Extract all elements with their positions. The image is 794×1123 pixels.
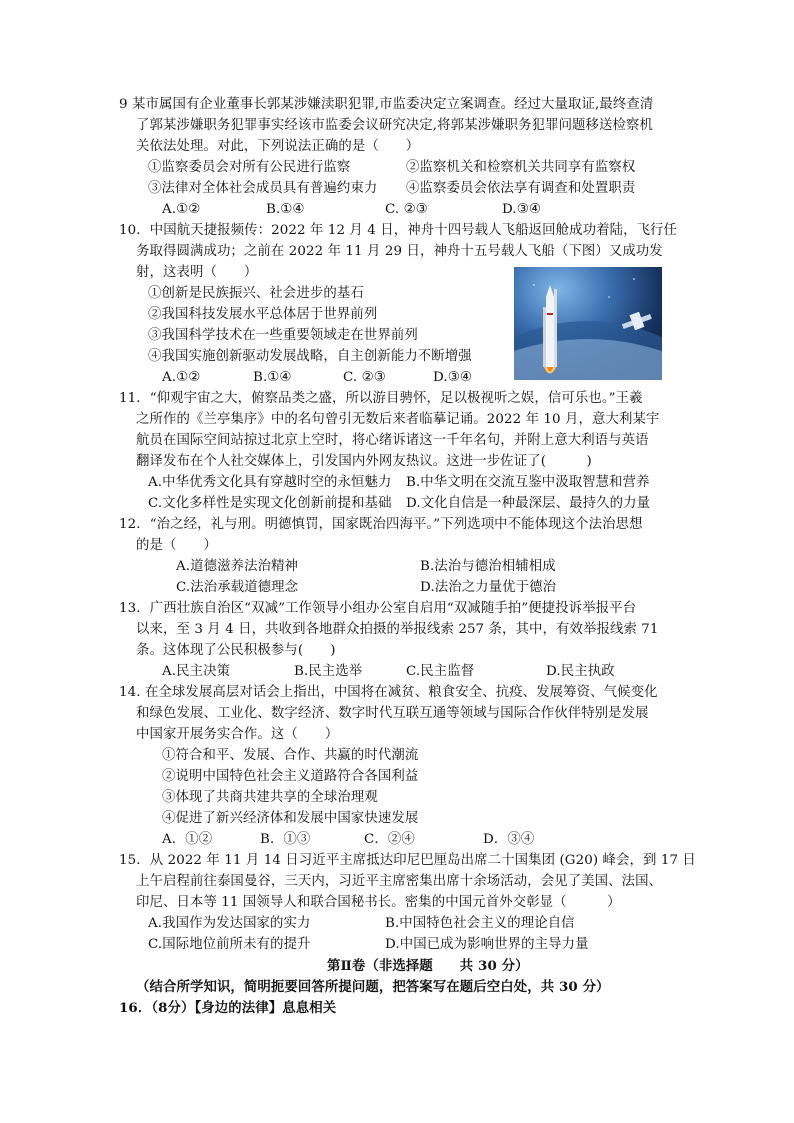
q9-line2: 了郭某涉嫌职务犯罪事实经该市监委会议研究决定,将郭某涉嫌职务犯罪问题移送检察机 bbox=[136, 118, 653, 133]
q10-statement-4: ④我国实施创新驱动发展战略，自主创新能力不断增强 bbox=[148, 349, 472, 364]
q13-option-b: B.民主选举 bbox=[294, 664, 363, 679]
q14-option-d: D．③④ bbox=[483, 832, 535, 847]
q9-statement-2: ②监察机关和检察机关共同享有监察权 bbox=[406, 160, 636, 175]
q15-option-d: D.中国已成为影响世界的主导力量 bbox=[385, 937, 589, 952]
q11-option-a: A.中华优秀文化具有穿越时空的永恒魅力 bbox=[148, 475, 392, 490]
q10-option-a: A.①② bbox=[162, 370, 201, 385]
q10-option-d: D.③④ bbox=[433, 370, 472, 385]
q14-option-c: C．②④ bbox=[364, 832, 415, 847]
q10-statement-3: ③我国科学技术在一些重要领域走在世界前列 bbox=[148, 328, 418, 343]
q11-option-d: D.文化自信是一种最深层、最持久的力量 bbox=[406, 496, 651, 511]
q15-line3: 印尼、日本等 11 国领导人和联合国秘书长。密集的中国元首外交彰显（ ） bbox=[136, 895, 621, 910]
q12-option-d: D.法治之力量优于德治 bbox=[420, 580, 557, 595]
q14-option-a: A．①② bbox=[162, 832, 213, 847]
q10-option-c: C. ②③ bbox=[343, 370, 386, 385]
q9-option-d: D.③④ bbox=[502, 202, 541, 217]
q11-line2: 之所作的《兰亭集序》中的名句曾引无数后来者临摹记诵。2022 年 10 月，意大利某宇 bbox=[136, 412, 660, 427]
q15-option-c: C.国际地位前所未有的提升 bbox=[148, 937, 311, 952]
q16-line1: 16．（8分）【身边的法律】息息相关 bbox=[119, 1000, 337, 1016]
q14-statement-3: ③体现了共商共建共享的全球治理观 bbox=[162, 790, 378, 805]
q10-line2: 务取得圆满成功；之前在 2022 年 11 月 29 日，神舟十五号载人飞船（下图）又成功发 bbox=[136, 244, 663, 259]
q15-line1: 15．从 2022 年 11 月 14 日习近平主席抵达印尼巴厘岛出席二十国集团 (G20) 峰会，到 17 日 bbox=[119, 853, 696, 868]
section-2-title: 第Ⅱ卷（非选择题 共 30 分） bbox=[327, 958, 529, 974]
q11-line3: 航员在国际空间站掠过北京上空时，将心绪诉诸这一千年名句，并附上意大利语与英语 bbox=[136, 433, 649, 448]
q9-option-b: B.①④ bbox=[266, 202, 305, 217]
q12-option-b: B.法治与德治相辅相成 bbox=[420, 559, 556, 574]
q11-line1: 11．“仰观宇宙之大，俯察品类之盛，所以游目骋怀，足以极视听之娱，信可乐也。”王羲 bbox=[119, 391, 643, 406]
section-2-instruction: （结合所学知识，简明扼要回答所提问题，把答案写在题后空白处，共 30 分） bbox=[136, 979, 610, 995]
q14-statement-4: ④促进了新兴经济体和发展中国家快速发展 bbox=[162, 811, 419, 826]
q13-line1: 13．广西壮族自治区“双减”工作领导小组办公室自启用“双减随手拍”便捷投诉举报平台 bbox=[119, 601, 637, 616]
rocket-launch-photo bbox=[514, 267, 662, 380]
q13-option-a: A.民主决策 bbox=[162, 664, 231, 679]
q12-line1: 12．“治之经，礼与刑。明德慎罚，国家既治四海平。”下列选项中不能体现这个法治思想 bbox=[119, 517, 643, 532]
q12-option-a: A.道德滋养法治精神 bbox=[176, 559, 299, 574]
q15-line2: 上午启程前往泰国曼谷，三天内，习近平主席密集出席十余场活动，会见了美国、法国、 bbox=[136, 874, 663, 889]
q11-line4: 翻译发布在个人社交媒体上，引发国内外网友热议。这进一步佐证了( ) bbox=[136, 454, 592, 469]
q10-option-b: B.①④ bbox=[253, 370, 292, 385]
q13-line3: 条。这体现了公民积极参与( ) bbox=[136, 643, 336, 658]
q14-statement-2: ②说明中国特色社会主义道路符合各国利益 bbox=[162, 769, 419, 784]
q9-statement-1: ①监察委员会对所有公民进行监察 bbox=[148, 160, 351, 175]
q11-option-c: C.文化多样性是实现文化创新前提和基础 bbox=[148, 496, 392, 511]
q13-option-d: D.民主执政 bbox=[546, 664, 615, 679]
q10-line3: 射，这表明（ ） bbox=[136, 265, 258, 280]
q10-statement-2: ②我国科技发展水平总体居于世界前列 bbox=[148, 307, 378, 322]
q14-option-b: B．①③ bbox=[260, 832, 311, 847]
q13-line2: 以来，至 3 月 4 日，共收到各地群众拍摄的举报线索 257 条，其中，有效举报线索 71 bbox=[136, 622, 659, 637]
q13-option-c: C.民主监督 bbox=[406, 664, 475, 679]
q15-option-a: A.我国作为发达国家的实力 bbox=[148, 916, 311, 931]
q12-line2: 的是（ ） bbox=[136, 538, 217, 553]
q10-line1: 10．中国航天捷报频传：2022 年 12 月 4 日，神舟十四号载人飞船返回舱成功着陆，飞行任 bbox=[119, 223, 678, 238]
q12-option-c: C.法治承载道德理念 bbox=[176, 580, 299, 595]
q9-statement-3: ③法律对全体社会成员具有普遍约束力 bbox=[148, 181, 378, 196]
q9-option-a: A.①② bbox=[162, 202, 201, 217]
q9-option-c: C. ②③ bbox=[385, 202, 428, 217]
q10-statement-1: ①创新是民族振兴、社会进步的基石 bbox=[148, 286, 364, 301]
rocket-illustration-icon bbox=[514, 267, 662, 380]
q14-line2: 和绿色发展、工业化、数字经济、数字时代互联互通等领域与国际合作伙伴特别是发展 bbox=[136, 706, 649, 721]
q14-statement-1: ①符合和平、发展、合作、共赢的时代潮流 bbox=[162, 748, 419, 763]
q14-line1: 14. 在全球发展高层对话会上指出，中国将在减贫、粮食安全、抗疫、发展筹资、气候变化 bbox=[119, 685, 658, 700]
q14-line3: 中国家开展务实合作。这（ ） bbox=[136, 727, 339, 742]
q9-line3: 关依法处理。对此，下列说法正确的是（ ） bbox=[136, 139, 420, 154]
q9-line1: 9 某市属国有企业董事长郭某涉嫌渎职犯罪,市监委决定立案调查。经过大量取证,最终查清 bbox=[119, 97, 654, 112]
q9-statement-4: ④监察委员会依法享有调查和处置职责 bbox=[406, 181, 636, 196]
q11-option-b: B.中华文明在交流互鉴中汲取智慧和营养 bbox=[406, 475, 650, 490]
q15-option-b: B.中国特色社会主义的理论自信 bbox=[385, 916, 575, 931]
